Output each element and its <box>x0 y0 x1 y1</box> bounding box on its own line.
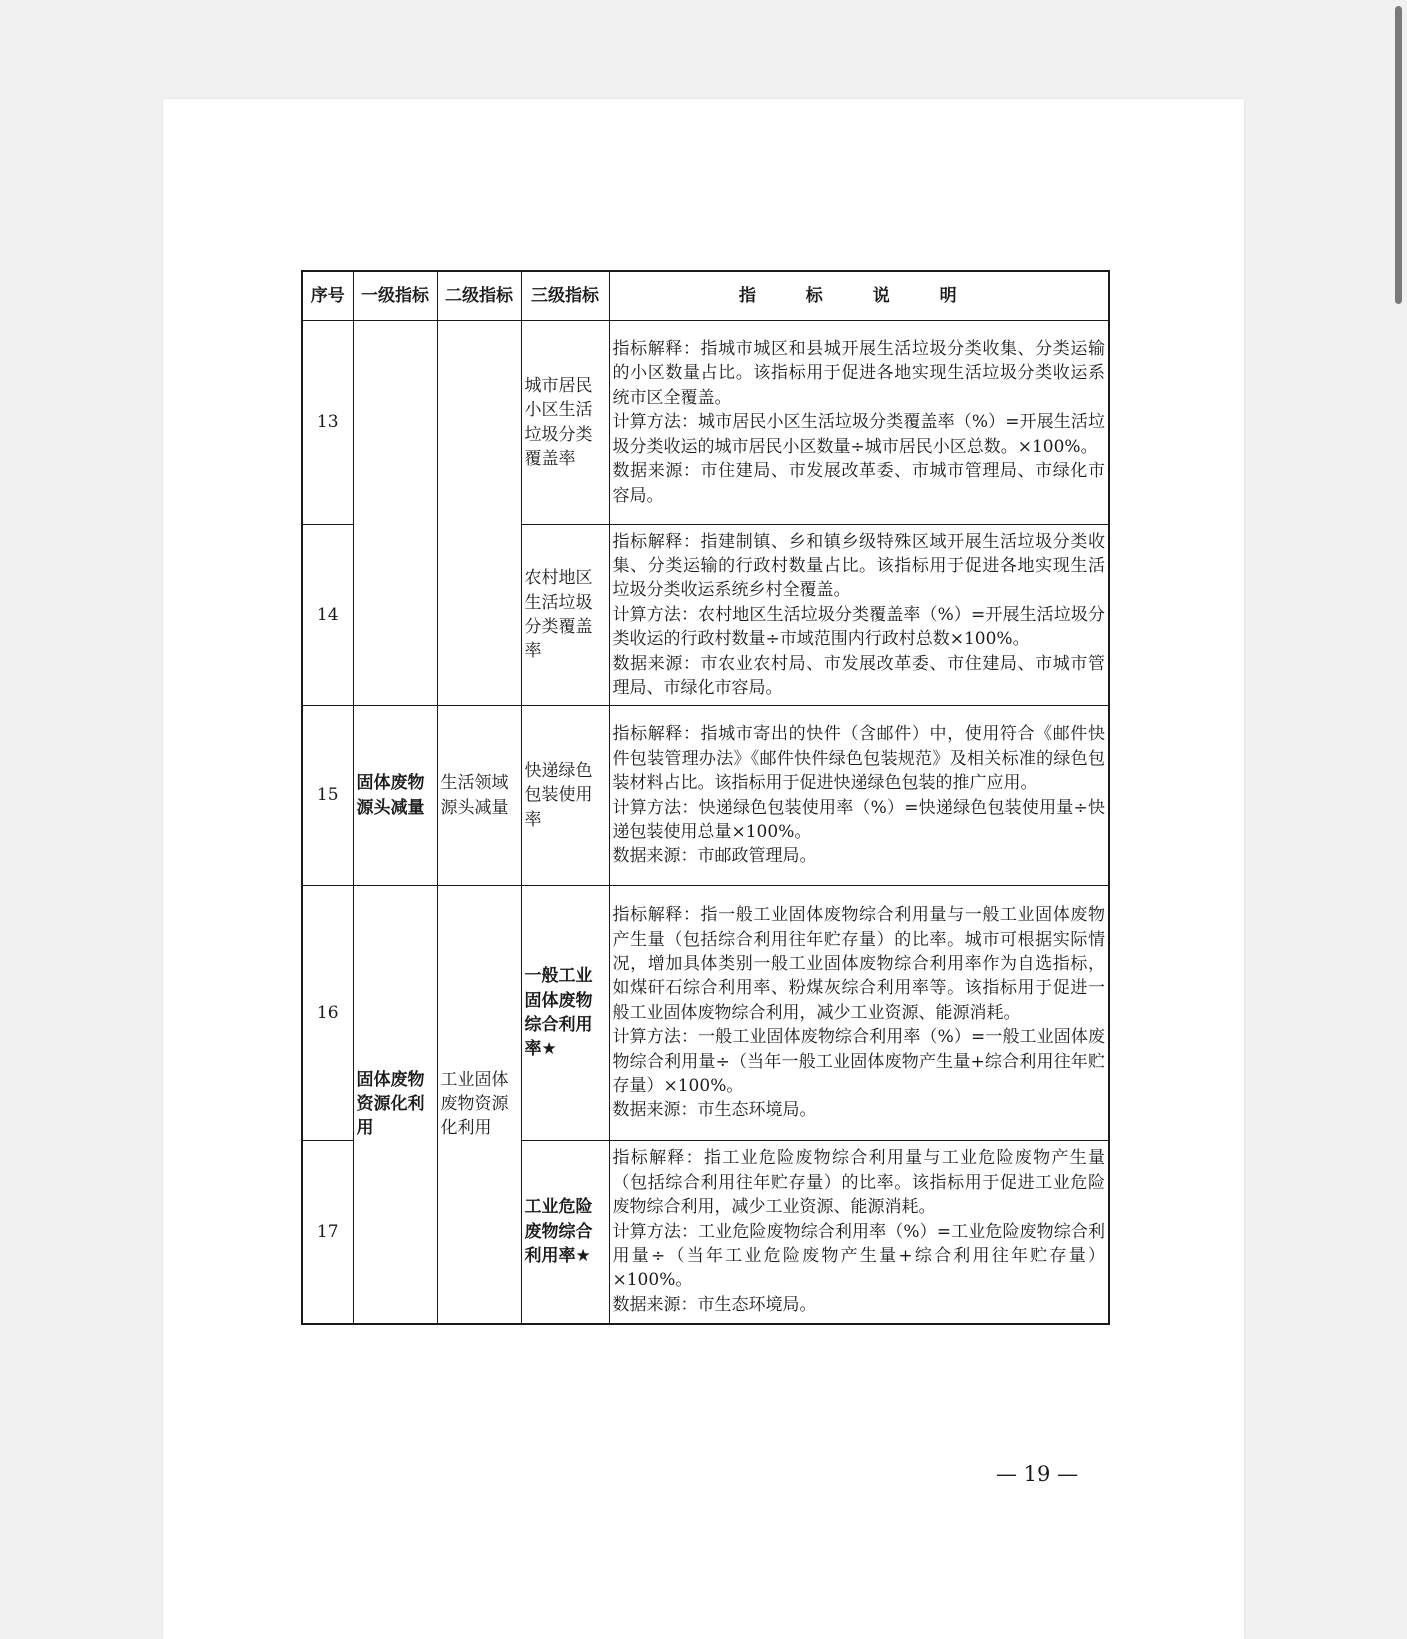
level1-indicator: 固体废物源头减量 <box>353 706 437 886</box>
level2-indicator: 工业固体废物资源化利用 <box>437 886 521 1324</box>
row-serial: 16 <box>302 886 353 1141</box>
table-header-row <box>302 271 1109 321</box>
indicator-description <box>609 1141 1109 1324</box>
indicator-description <box>609 706 1109 886</box>
level3-indicator: 一般工业固体废物综合利用率★ <box>521 886 609 1141</box>
level1-cell-empty <box>353 321 437 706</box>
indicator-explanation: 指标解释：指建制镇、乡和镇乡级特殊区域开展生活垃圾分类收集、分类运输的行政村数量占比。该指标用于促进各地实现生活垃圾分类收运系统乡村全覆盖。 <box>612 531 1105 601</box>
calculation-method: 计算方法：城市居民小区生活垃圾分类覆盖率（%）=开展生活垃圾分类收运的城市居民小区数量÷城市居民小区总数。×100%。 <box>612 412 1105 457</box>
data-source: 数据来源：市农业农村局、市发展改革委、市住建局、市城市管理局、市绿化市容局。 <box>612 653 1105 699</box>
level1-indicator: 固体废物资源化利用 <box>353 886 437 1324</box>
document-page <box>163 99 1244 1639</box>
indicator-description <box>609 886 1109 1141</box>
header-level1: 一级指标 <box>353 271 437 321</box>
calculation-method: 计算方法：快递绿色包装使用率（%）=快递绿色包装使用量÷快递包装使用总量×100%。 <box>612 797 1105 842</box>
indicator-description <box>609 525 1109 706</box>
calculation-method: 计算方法：农村地区生活垃圾分类覆盖率（%）=开展生活垃圾分类收运的行政村数量÷市域范围内行政村总数×100%。 <box>612 604 1105 650</box>
data-source: 数据来源：市生态环境局。 <box>612 1100 817 1121</box>
row-serial: 13 <box>302 321 353 525</box>
data-source: 数据来源：市邮政管理局。 <box>612 846 817 867</box>
data-source: 数据来源：市生态环境局。 <box>612 1294 817 1315</box>
header-description: 指 标 说 明 <box>609 271 1109 321</box>
level2-indicator: 生活领域源头减量 <box>437 706 521 886</box>
level3-indicator: 农村地区生活垃圾分类覆盖率 <box>521 525 609 706</box>
indicator-explanation: 指标解释：指工业危险废物综合利用量与工业危险废物产生量（包括综合利用往年贮存量）的比率。该指标用于促进工业危险废物综合利用，减少工业资源、能源消耗。 <box>612 1148 1105 1218</box>
header-serial: 序号 <box>302 271 353 321</box>
indicator-table <box>301 270 1110 1325</box>
row-serial: 14 <box>302 525 353 706</box>
indicator-explanation: 指标解释：指城市寄出的快件（含邮件）中，使用符合《邮件快件包装管理办法》《邮件快件绿色包装规范》及相关标准的绿色包装材料占比。该指标用于促进快递绿色包装的推广应用。 <box>612 724 1105 794</box>
header-level2: 二级指标 <box>437 271 521 321</box>
calculation-method: 计算方法：工业危险废物综合利用率（%）=工业危险废物综合利用量÷（当年工业危险废物产生量+综合利用往年贮存量）×100%。 <box>612 1221 1105 1291</box>
indicator-explanation: 指标解释：指一般工业固体废物综合利用量与一般工业固体废物产生量（包括综合利用往年贮存量）的比率。城市可根据实际情况，增加具体类别一般工业固体废物综合利用率作为自选指标，如煤矸石综合利用率、粉煤灰综合利用率等。该指标用于促进一般工业固体废物综合利用，减少工业资源、能源消耗。 <box>612 905 1105 1023</box>
indicator-description <box>609 321 1109 525</box>
level3-indicator: 城市居民小区生活垃圾分类覆盖率 <box>521 321 609 525</box>
table-row <box>302 706 1109 886</box>
data-source: 数据来源：市住建局、市发展改革委、市城市管理局、市绿化市容局。 <box>612 461 1105 506</box>
row-serial: 15 <box>302 706 353 886</box>
table-row <box>302 321 1109 525</box>
level3-indicator: 工业危险废物综合利用率★ <box>521 1141 609 1324</box>
header-level3: 三级指标 <box>521 271 609 321</box>
scrollbar-thumb[interactable] <box>1395 6 1402 304</box>
table-row <box>302 886 1109 1141</box>
indicator-explanation: 指标解释：指城市城区和县城开展生活垃圾分类收集、分类运输的小区数量占比。该指标用于促进各地实现生活垃圾分类收运系统市区全覆盖。 <box>612 339 1105 408</box>
level3-indicator: 快递绿色包装使用率 <box>521 706 609 886</box>
calculation-method: 计算方法：一般工业固体废物综合利用率（%）=一般工业固体废物综合利用量÷（当年一般工业固体废物产生量+综合利用往年贮存量）×100%。 <box>612 1027 1105 1097</box>
row-serial: 17 <box>302 1141 353 1324</box>
page-number: — 19 — <box>996 1462 1079 1486</box>
level2-cell-empty <box>437 321 521 706</box>
